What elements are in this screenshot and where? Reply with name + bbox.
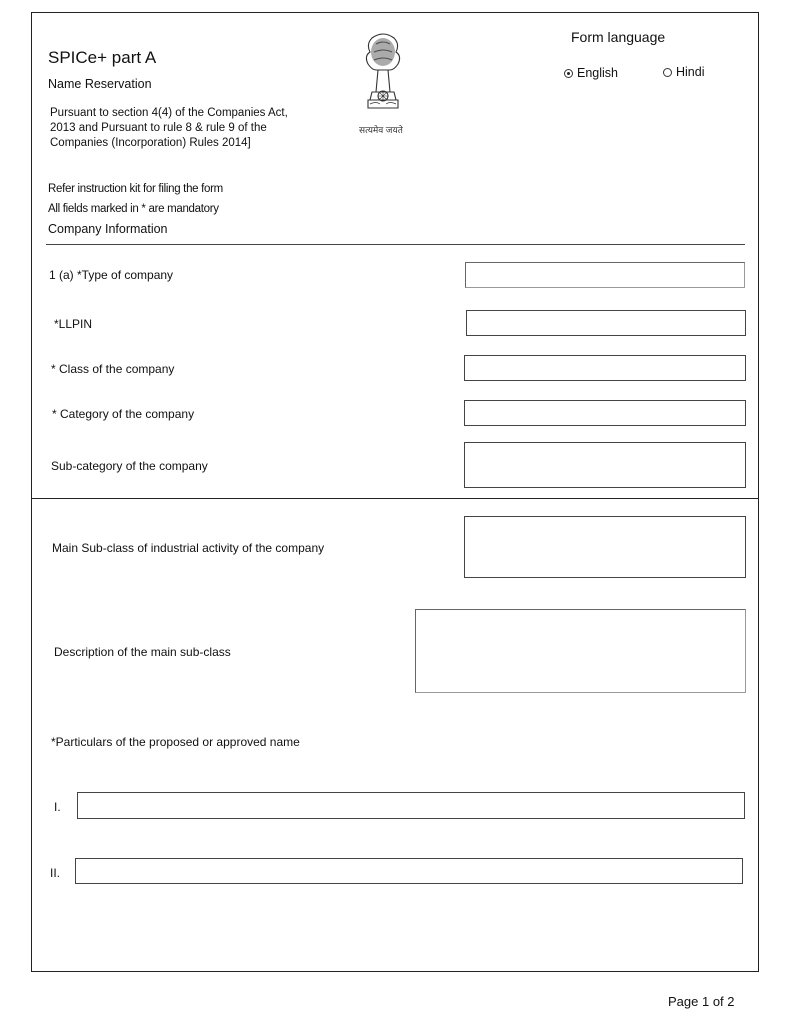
name-2-field[interactable]: [75, 858, 743, 884]
emblem-motto: सत्यमेव जयते: [359, 125, 403, 135]
form-subtitle: Name Reservation: [48, 77, 152, 91]
section-title: Company Information: [48, 222, 168, 236]
class-of-company-label: * Class of the company: [51, 362, 175, 376]
name-1-label: I.: [54, 800, 61, 814]
mandatory-note: All fields marked in * are mandatory: [48, 203, 219, 215]
category-of-company-field[interactable]: [464, 400, 746, 426]
page-number: Page 1 of 2: [668, 994, 735, 1009]
llpin-label: *LLPIN: [54, 317, 93, 331]
type-of-company-field[interactable]: [465, 262, 745, 288]
section-divider: [46, 244, 745, 245]
sub-category-label: Sub-category of the company: [51, 459, 208, 473]
description-subclass-label: Description of the main sub-class: [54, 645, 231, 659]
main-subclass-field[interactable]: [464, 516, 746, 578]
instruction-kit-text: Refer instruction kit for filing the form: [48, 183, 223, 195]
form-title: SPICe+ part A: [48, 48, 157, 67]
pursuant-line-2: 2013 and Pursuant to rule 8 & rule 9 of the: [50, 122, 267, 134]
language-option-label: English: [577, 66, 618, 80]
class-of-company-field[interactable]: [464, 355, 746, 381]
page-divider: [31, 498, 759, 499]
llpin-field[interactable]: [466, 310, 746, 336]
category-of-company-label: * Category of the company: [52, 407, 195, 421]
pursuant-line-1: Pursuant to section 4(4) of the Companies Act,: [50, 107, 288, 119]
description-subclass-field[interactable]: [415, 609, 746, 693]
pursuant-text: [50, 106, 320, 151]
sub-category-field[interactable]: [464, 442, 746, 488]
language-option-english[interactable]: [564, 66, 618, 80]
type-of-company-label: 1 (a) *Type of company: [49, 268, 174, 282]
main-subclass-label: Main Sub-class of industrial activity of the company: [52, 541, 325, 555]
form-language-label: Form language: [571, 29, 666, 45]
language-option-hindi[interactable]: [663, 65, 705, 79]
radio-selected-icon[interactable]: [564, 69, 573, 78]
national-emblem-icon: [350, 30, 416, 126]
language-option-label: Hindi: [676, 65, 705, 79]
radio-unselected-icon[interactable]: [663, 68, 672, 77]
name-1-field[interactable]: [77, 792, 745, 819]
form-frame: [31, 12, 759, 972]
particulars-label: *Particulars of the proposed or approved name: [51, 735, 300, 749]
name-2-label: II.: [50, 866, 61, 880]
pursuant-line-3: Companies (Incorporation) Rules 2014]: [50, 137, 251, 149]
